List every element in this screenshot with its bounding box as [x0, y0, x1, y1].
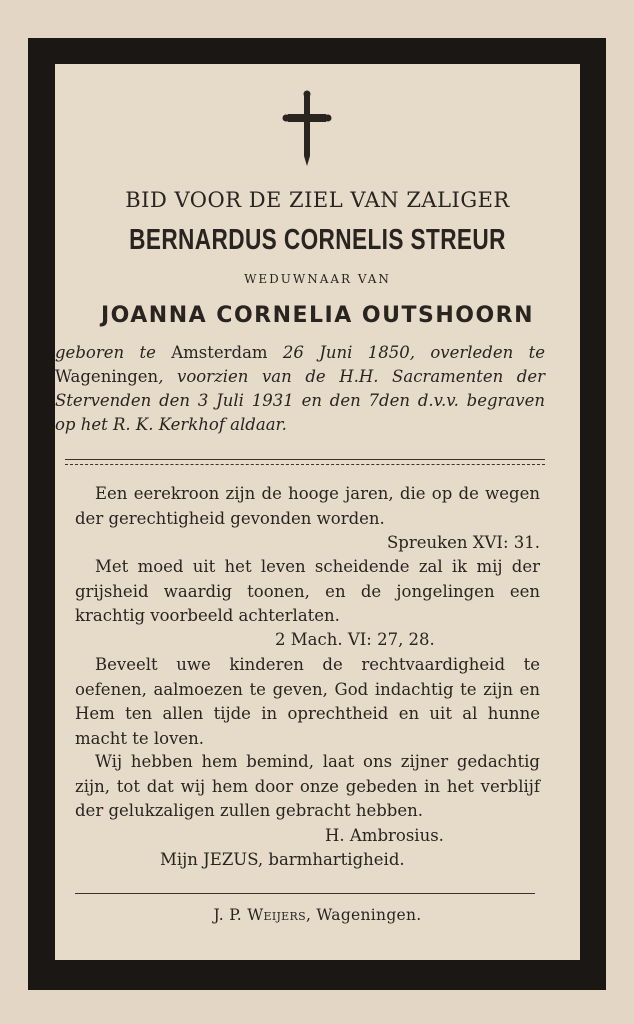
deceased-name: BERNARDUS CORNELIS STREUR: [129, 224, 506, 256]
verse-4: Wij hebben hem bemind, laat ons zijner gedachtig zijn, tot dat wij hem door onze gebeden in het verblijf der gelukzaligen zullen gebracht hebben.: [75, 752, 540, 820]
verse-1-source: Spreuken XVI: 31.: [386, 533, 540, 552]
prayer-heading: BID VOOR DE ZIEL VAN ZALIGER: [125, 188, 510, 212]
verse-4-source: H. Ambrosius.: [325, 826, 444, 845]
biography-text: geboren te Amsterdam 26 Juni 1850, overleden te Wageningen, voorzien van de H.H. Sacramenten der Stervenden den 3 Juli 1931 en den 7den d.v.v. begraven op het R. K. Kerkhof aldaar.: [55, 343, 545, 434]
divider-dashed: [65, 464, 545, 465]
spouse-name: JOANNA CORNELIA OUTSHOORN: [100, 303, 535, 328]
verse-2: Met moed uit het leven scheidende zal ik mij der grijsheid waardig toonen, en de jongelingen een krachtig voorbeeld achterlaten.: [75, 557, 540, 625]
cross-icon: [282, 90, 332, 170]
relation-label: WEDUWNAAR VAN: [244, 272, 391, 286]
closing-invocation: Mijn JEZUS, barmhartigheid.: [160, 850, 405, 869]
printer-imprint: J. P. Weijers, Wageningen.: [213, 906, 422, 924]
verse-2-source: 2 Mach. VI: 27, 28.: [275, 630, 435, 649]
card-content: [55, 64, 580, 960]
verse-3: Beveelt uwe kinderen de rechtvaardigheid te oefenen, aalmoezen te geven, God indachtig te zijn en Hem ten allen tijde in oprechtheid en uit al hunne macht te loven.: [75, 655, 540, 748]
verse-1: Een eerekroon zijn de hooge jaren, die op de wegen der gerechtigheid gevonden worden.: [75, 484, 540, 528]
divider-bottom: [75, 893, 535, 894]
divider: [65, 459, 545, 460]
